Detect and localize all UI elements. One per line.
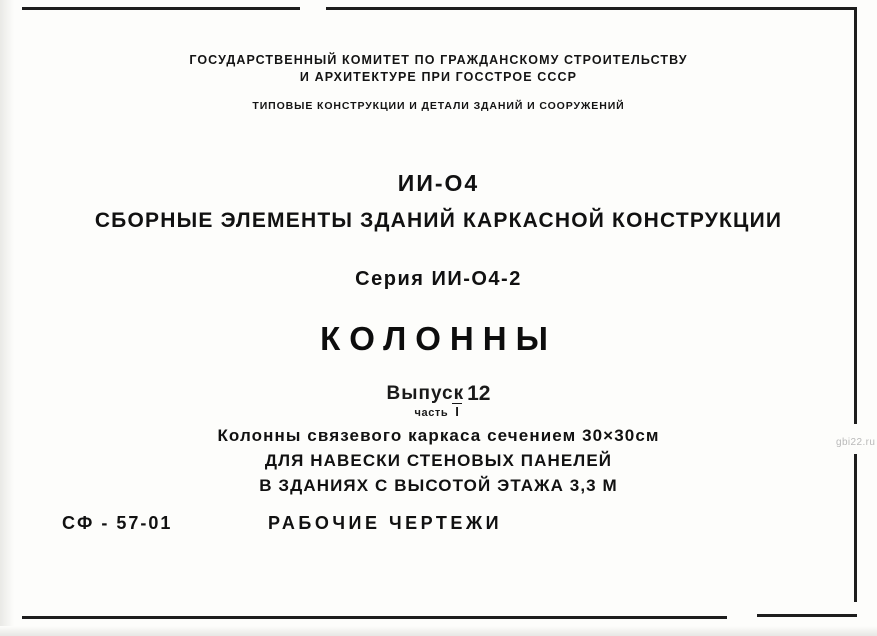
issue-label: Выпуск (386, 383, 465, 404)
document-kind: РАБОЧИЕ ЧЕРТЕЖИ (268, 513, 503, 533)
border-frame-top (22, 7, 857, 10)
series-code: ИИ-О4 (397, 170, 480, 196)
watermark: gbi22.ru (836, 437, 876, 448)
series-designation: Серия ИИ-О4-2 (355, 268, 522, 290)
scan-edge-shadow-bottom (0, 626, 877, 636)
border-frame-top-gap (300, 4, 326, 13)
issue-number: 12 (467, 382, 491, 405)
organization-subtitle: ТИПОВЫЕ КОНСТРУКЦИИ И ДЕТАЛИ ЗДАНИЙ И СООРУЖЕНИЙ (252, 100, 625, 112)
issue-block (0, 382, 877, 421)
part-label: часть (414, 407, 449, 419)
description-line-3: В ЗДАНИЯХ С ВЫСОТОЙ ЭТАЖА 3,3 М (259, 476, 618, 495)
organization-line-1: ГОСУДАРСТВЕННЫЙ КОМИТЕТ ПО ГРАЖДАНСКОМУ СТРОИТЕЛЬСТВУ (189, 53, 688, 67)
description-block (0, 423, 877, 498)
part-number: I (452, 403, 462, 419)
document-code: СФ - 57-01 (62, 513, 173, 533)
document-subject-heading: КОЛОННЫ (320, 320, 557, 357)
organization-line-2: И АРХИТЕКТУРЕ ПРИ ГОССТРОЕ СССР (299, 70, 578, 84)
page-title: СБОРНЫЕ ЭЛЕМЕНТЫ ЗДАНИЙ КАРКАСНОЙ КОНСТРУКЦИИ (94, 209, 783, 232)
border-frame-bottom-right (757, 614, 857, 617)
description-line-1: Колонны связевого каркаса сечением 30×30см (217, 426, 660, 445)
part-row (387, 403, 491, 419)
issue-row (387, 382, 491, 419)
organization-block (0, 52, 877, 112)
border-frame-bottom-left (22, 616, 727, 619)
description-line-2: ДЛЯ НАВЕСКИ СТЕНОВЫХ ПАНЕЛЕЙ (264, 451, 613, 470)
